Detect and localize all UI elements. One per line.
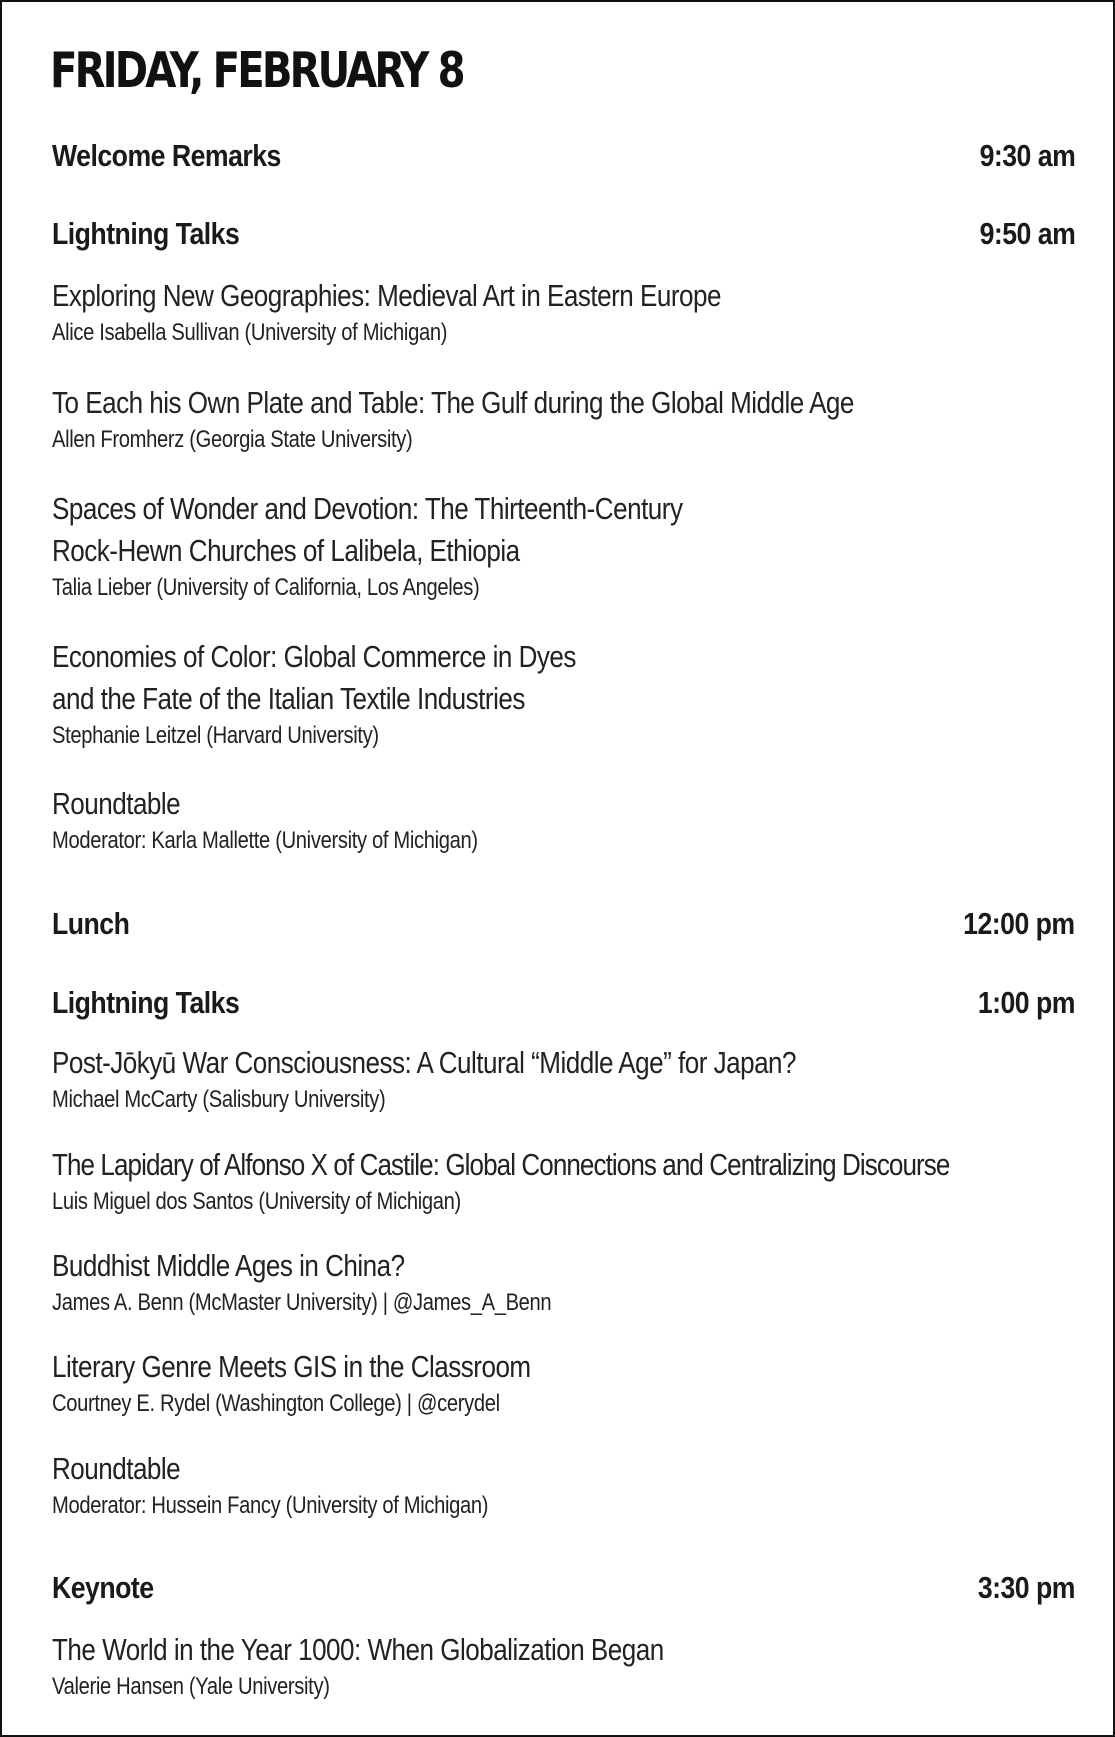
talk-speaker: Allen Fromherz (Georgia State University) bbox=[52, 426, 413, 453]
talk-title: The World in the Year 1000: When Globalization Began bbox=[52, 1632, 664, 1667]
talk-item bbox=[52, 275, 1075, 349]
session-time: 3:30 pm bbox=[977, 1570, 1075, 1605]
session-name: Welcome Remarks bbox=[52, 138, 281, 173]
talk-title-line-1: Economies of Color: Global Commerce in Dyes bbox=[52, 639, 576, 674]
talk-item bbox=[52, 783, 1075, 857]
talk-item bbox=[52, 1448, 1075, 1522]
session-time: 1:00 pm bbox=[977, 985, 1075, 1020]
session-lunch bbox=[52, 906, 1075, 942]
talk-title: Roundtable bbox=[52, 786, 181, 821]
talk-title-line-2: Rock-Hewn Churches of Lalibela, Ethiopia bbox=[52, 533, 520, 568]
talk-speaker: Courtney E. Rydel (Washington College) | @cerydel bbox=[52, 1390, 500, 1417]
talk-item bbox=[52, 1042, 1075, 1116]
talk-item bbox=[52, 636, 1075, 752]
session-lightning-talks-2 bbox=[52, 985, 1075, 1021]
session-keynote bbox=[52, 1570, 1075, 1606]
talk-title: Post-Jōkyū War Consciousness: A Cultural “Middle Age” for Japan? bbox=[52, 1045, 797, 1080]
talk-title: Buddhist Middle Ages in China? bbox=[52, 1248, 405, 1283]
talk-title: Literary Genre Meets GIS in the Classroom bbox=[52, 1349, 531, 1384]
talk-item bbox=[52, 1144, 1075, 1218]
session-time: 9:30 am bbox=[979, 138, 1075, 173]
page-title: FRIDAY, FEBRUARY 8 bbox=[50, 42, 463, 99]
talk-title: Roundtable bbox=[52, 1451, 181, 1486]
talk-item bbox=[52, 1346, 1075, 1420]
talk-speaker: Valerie Hansen (Yale University) bbox=[52, 1673, 330, 1700]
talk-speaker: Moderator: Hussein Fancy (University of Michigan) bbox=[52, 1492, 489, 1519]
talk-speaker: Alice Isabella Sullivan (University of Michigan) bbox=[52, 319, 448, 346]
talk-item bbox=[52, 382, 1075, 456]
session-time: 9:50 am bbox=[979, 216, 1075, 251]
talk-title: Exploring New Geographies: Medieval Art in Eastern Europe bbox=[52, 278, 721, 313]
session-name: Lightning Talks bbox=[52, 985, 240, 1020]
session-lightning-talks-1 bbox=[52, 216, 1075, 252]
talk-item bbox=[52, 1245, 1075, 1319]
session-time: 12:00 pm bbox=[963, 906, 1075, 941]
talk-speaker: Luis Miguel dos Santos (University of Michigan) bbox=[52, 1188, 461, 1215]
talk-title: The Lapidary of Alfonso X of Castile: Global Connections and Centralizing Discourse bbox=[52, 1147, 950, 1182]
talk-item bbox=[52, 488, 1075, 604]
talk-speaker: Stephanie Leitzel (Harvard University) bbox=[52, 722, 379, 749]
talk-speaker: James A. Benn (McMaster University) | @James_A_Benn bbox=[52, 1289, 552, 1316]
talk-title-line-2: and the Fate of the Italian Textile Industries bbox=[52, 681, 525, 716]
session-name: Lightning Talks bbox=[52, 216, 240, 251]
session-name: Lunch bbox=[52, 906, 130, 941]
session-name: Keynote bbox=[52, 1570, 154, 1605]
talk-speaker: Talia Lieber (University of California, Los Angeles) bbox=[52, 574, 480, 601]
talk-title: To Each his Own Plate and Table: The Gulf during the Global Middle Age bbox=[52, 385, 854, 420]
session-welcome bbox=[52, 138, 1075, 174]
talk-title-line-1: Spaces of Wonder and Devotion: The Thirteenth-Century bbox=[52, 491, 683, 526]
talk-item bbox=[52, 1629, 1075, 1703]
talk-speaker: Moderator: Karla Mallette (University of Michigan) bbox=[52, 827, 478, 854]
talk-speaker: Michael McCarty (Salisbury University) bbox=[52, 1086, 386, 1113]
